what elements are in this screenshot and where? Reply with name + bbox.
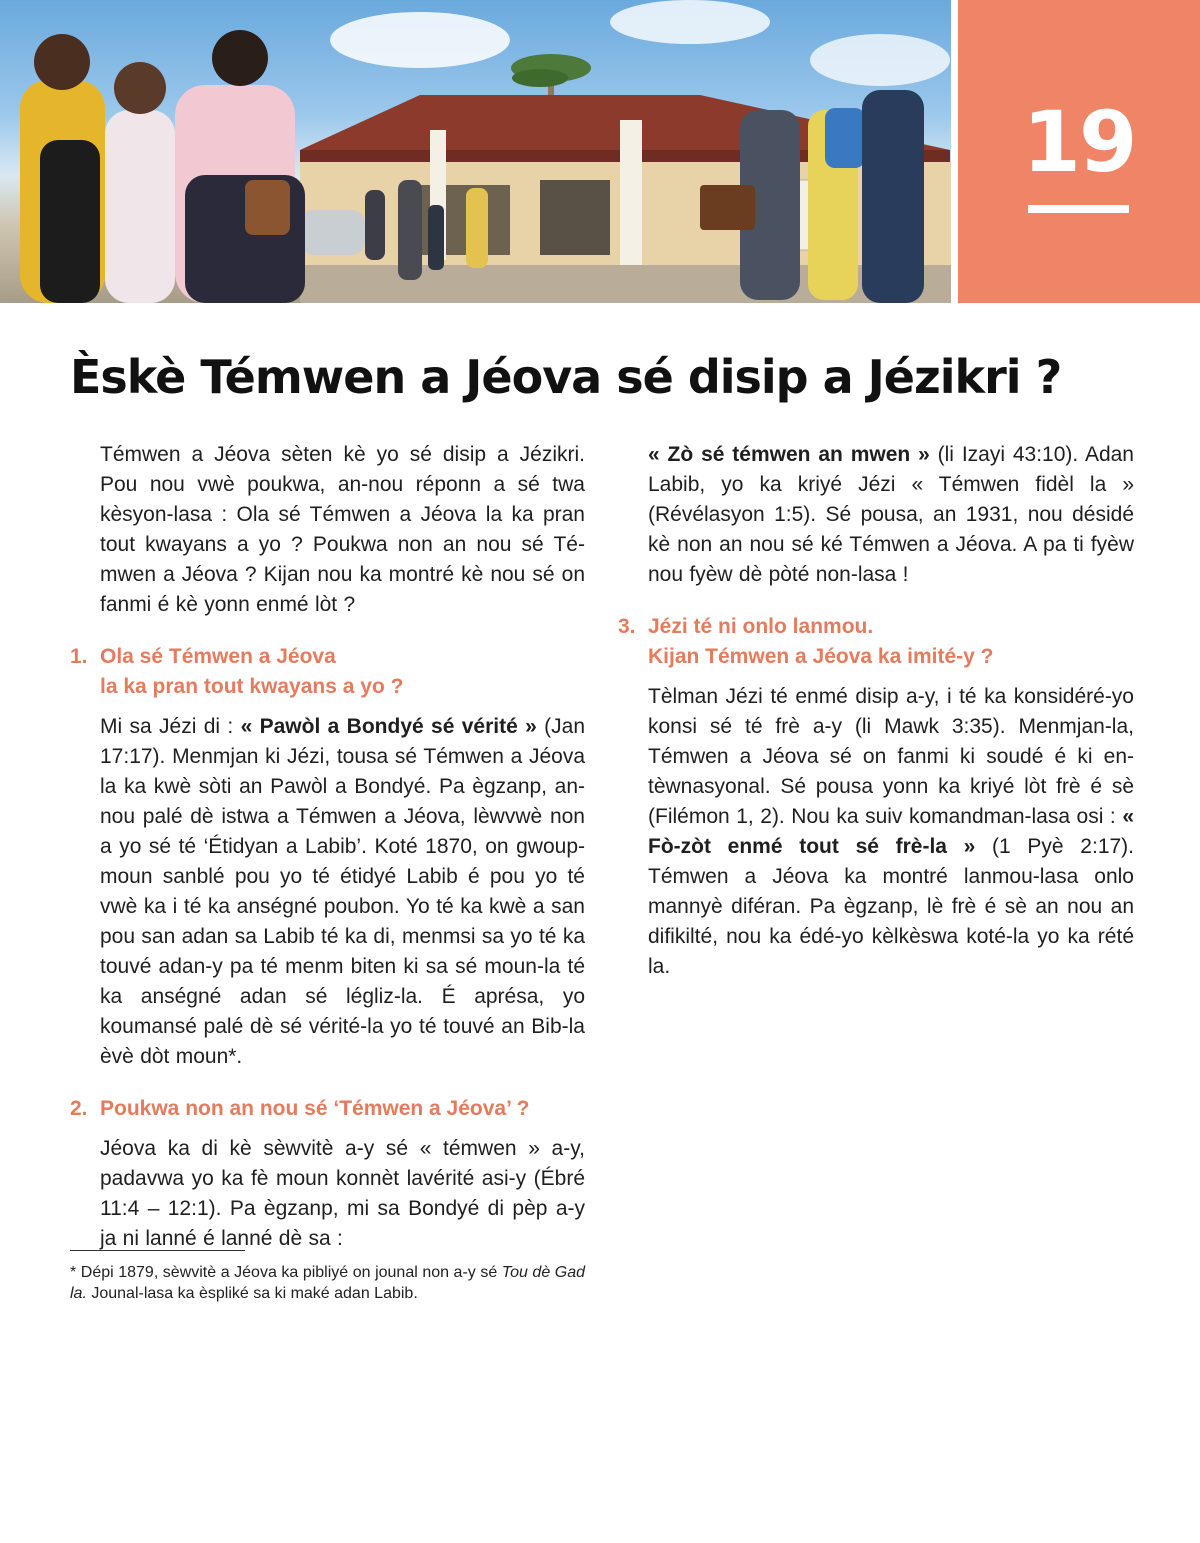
section-1-paragraph (70, 712, 585, 1072)
section-2-paragraph-continued (618, 440, 1134, 590)
section-1-text-a: Mi sa Jézi di : (100, 715, 241, 738)
footnote-text-b: Jounal-lasa ka èspliké sa ki maké adan Labib. (86, 1285, 418, 1302)
section-2-text-b: (li Izayi 43:10). Adan Labib, yo ka kriyé Jézi « Témwen fidèl la » (Révélasyon 1:5). Sé pousa, an 1931, nou désidé kè non an nou sé ké Témwen a Jéova. A pa ti fyèw nou fyèw dè pòté non-lasa ! (648, 443, 1134, 586)
section-1-text-b: (Jan 17:17). Menmjan ki Jézi, tousa sé Témwen a Jéova la ka kwè sòti an Pawòl a Bondyé. Pa ègzanp, an-nou palé dè istwa a Témwen a Jéova, lèwvwè non a yo sé té ‘Étidyan a Labib’. Koté 1870, on gwoup-moun sanblé pou yo té étidyé Labib é pou yo té vwè ka i té ka anségné poubon. Yo té ka kwè a san pou san adan sa Labib té ka di, menmsi sa yo té ka touvé adan-y pa té menm biten ki sa sé moun-la té ka anségné adan sé légliz-la. É aprésa, yo koumansé palé dè sé vérité-la yo té touvé an Bib-la èvè dòt moun*. (100, 715, 585, 1068)
section-2-text-a: Jéova ka di kè sèwvitè a-y sé « témwen » a-y, padavwa yo ka fè moun konnèt lavérité asi-y (Ébré 11:4 – 12:1). Pa ègzanp, mi sa Bondyé di pèp a-y ja ni lanné é lanné dè sa : (100, 1137, 585, 1250)
section-2-paragraph (70, 1134, 585, 1254)
section-3-paragraph (618, 682, 1134, 982)
section-2-question-text: Poukwa non an nou sé ‘Témwen a Jéova’ ? (100, 1097, 530, 1120)
section-3-text-a: Tèlman Jézi té enmé disip a-y, i té ka konsidéré-yo konsi sé té frè a-y (li Mawk 3:35). Menmjan-la, Témwen a Jéova sé on fanmi ki soudé é ki entèwnasyonal. Sé pousa yonn ka kriyé lòt frè é sè (Filémon 1, 2). Nou ka suiv komandman-lasa osi : (648, 685, 1134, 828)
section-2-question (70, 1094, 585, 1124)
intro-paragraph: Témwen a Jéova sèten kè yo sé disip a Jézikri. Pou nou vwè poukwa, an-nou réponn a sé twa kèsyon-lasa : Ola sé Témwen a Jéova la ka pran tout kwayans a yo ? Poukwa non an nou sé Témwen a Jéova ? Kijan nou ka montré kè nou sé on fanmi é kè yonn enmé lòt ? (100, 443, 585, 616)
section-1-question (70, 642, 585, 702)
section-2-quote: « Zò sé témwen an mwen » (648, 443, 930, 466)
footnote-publication-title: Tou dè Gad la. (70, 1264, 586, 1302)
section-3-question-text: Jézi té ni onlo lanmou. Kijan Témwen a Jéova ka imité-y ? (648, 615, 994, 668)
section-1-number: 1. (70, 645, 88, 668)
hero-illustration (0, 0, 951, 303)
lesson-badge (958, 0, 1200, 303)
footnote-divider (70, 1250, 245, 1251)
hero-photo (0, 0, 951, 303)
right-column (618, 440, 1134, 982)
lesson-number-underline (1028, 205, 1129, 213)
left-column (70, 440, 585, 1254)
section-3-question (618, 612, 1134, 672)
page-title: Èskè Témwen a Jéova sé disip a Jézikri ? (70, 350, 1062, 404)
lesson-number: 19 (1022, 93, 1136, 191)
section-3-number: 3. (618, 615, 636, 638)
footnote-text-a: * Dépi 1879, sèwvitè a Jéova ka pibliyé on jounal non a-y sé (70, 1264, 502, 1281)
section-3-quote: « Fò-zòt enmé tout sé frè-la » (648, 805, 1134, 858)
section-2-number: 2. (70, 1097, 88, 1120)
section-3-text-b: (1 Pyè 2:17). Témwen a Jéova ka montré lanmou-lasa onlo mannyè diféran. Pa ègzanp, lè frè é sè an nou an difikilté, nou ka édé-yo kèlkèswa koté-la yo ka rété la. (648, 835, 1135, 978)
footnote (70, 1262, 585, 1304)
section-1-quote: « Pawòl a Bondyé sé vérité » (240, 715, 537, 738)
section-1-question-text: Ola sé Témwen a Jéova la ka pran tout kwayans a yo ? (100, 645, 404, 698)
